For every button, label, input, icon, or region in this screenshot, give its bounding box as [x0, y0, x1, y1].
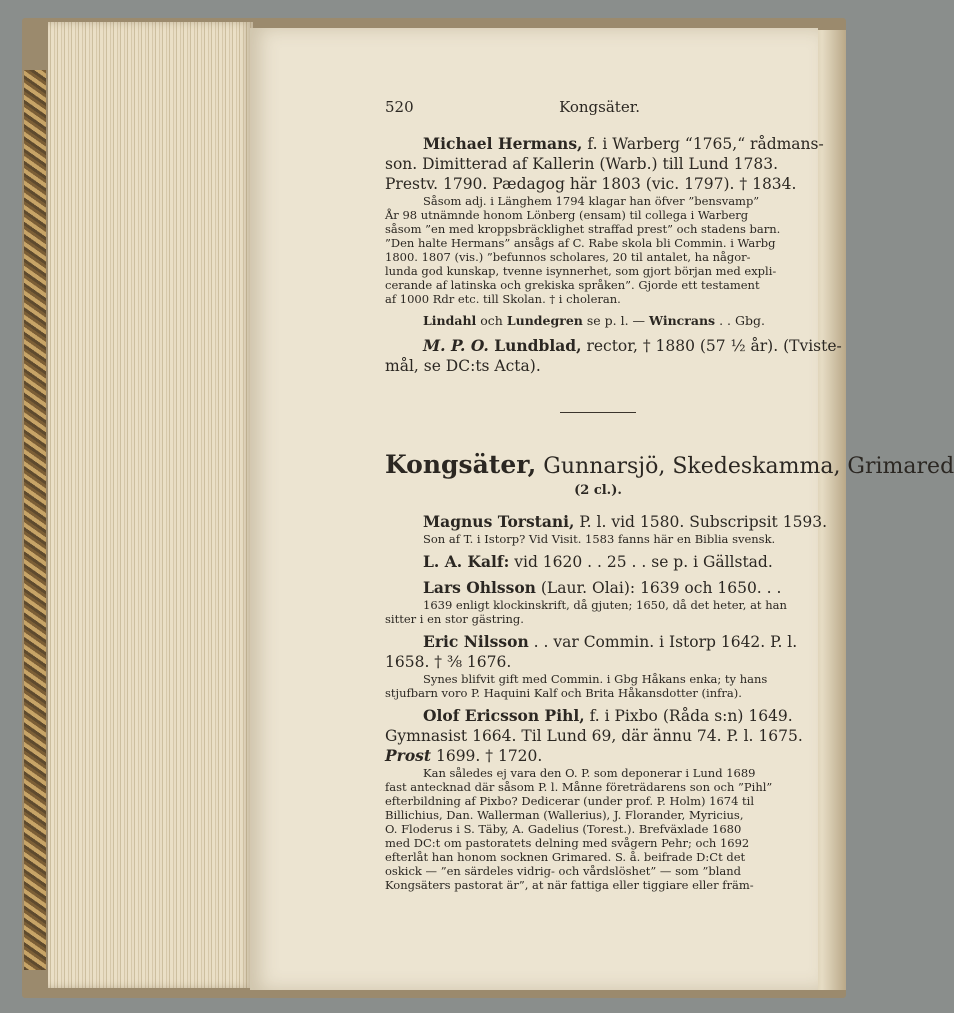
section-divider: [560, 412, 636, 413]
page-text: [385, 98, 954, 892]
parish-heading: Kongsäter, Gunnarsjö, Skedeskamma, Grimared (2 cl.).: [385, 450, 954, 498]
parish-title: Kongsäter,: [385, 450, 537, 479]
entry-kalf: L. A. Kalf: vid 1620 . . 25 . . se p. i Gällstad.: [423, 552, 773, 571]
entry-michael-hermans: Michael Hermans, f. i Warberg “1765,“ rådmans- son. Dimitterad af Kallerin (Warb.) till Lund 1783. Prestv. 1790. Pædagog här 1803 (vic. 1797). † 1834. Såsom adj. i Länghem 1794 klagar han öfver ”bensvamp” År 98 utnämnde honom Lönberg (ensam) til collega i Warberg såsom ”en med kroppsbräcklighet straffad prest” och stadens barn. ”Den halte Hermans” ansågs af C. Rabe skola bli Commin. i Warbg 1800. 1807 (vis.) ”befunnos scholares, 20 til antalet, ha någor- lunda god kunskap, tvenne isynnerhet, som gjort början med expli- cerande af latinska och grekiska språken”. Gjorde ett testament af 1000 Rdr etc. till Skolan. † i choleran.: [385, 134, 824, 306]
page-stack: [48, 22, 253, 988]
running-title: Kongsäter.: [559, 98, 640, 116]
entry-eric-nilsson: Eric Nilsson . . var Commin. i Istorp 1642. P. l. 1658. † ⅜ 1676. Synes blifvit gift med Commin. i Gbg Håkans enka; ty hans stjufbarn voro P. Haquini Kalf och Brita Håkansdotter (infra).: [385, 632, 798, 700]
entry-lindahl: Lindahl och Lundegren se p. l. — Wincrans . . Gbg.: [423, 313, 765, 328]
entry-note: Såsom adj. i Länghem 1794 klagar han öfver ”bensvamp” År 98 utnämnde honom Lönberg (ensam) til collega i Warberg såsom ”en med kroppsbräcklighet straffad prest” och stadens barn. ”Den halte Hermans” ansågs af C. Rabe skola bli Commin. i Warbg 1800. 1807 (vis.) ”befunnos scholares, 20 til antalet, ha någor- lunda god kunskap, tvenne isynnerhet, som gjort början med expli- cerande af latinska och grekiska språken”. Gjorde ett testament af 1000 Rdr etc. till Skolan. † i choleran.: [385, 194, 781, 306]
marbled-edge: [24, 70, 46, 970]
entry-olof-pihl: Olof Ericsson Pihl, f. i Pixbo (Råda s:n) 1649. Gymnasist 1664. Til Lund 69, där ännu 74. P. l. 1675. Prost 1699. † 1720. Kan således ej vara den O. P. som deponerar i Lund 1689 fast antecknad där såsom P. l. Månne företrädarens son och ”Pihl” efterbildning af Pixbo? Dedicerar (under prof. P. Holm) 1674 til Billichius, Dan. Wallerman (Wallerius), J. Florander, Myricius, O. Floderus i S. Täby, A. Gadelius (Torest.). Brefväxlade 1680 med DC:t om pastoratets delning med svågern Pehr; och 1692 efterlåt han honom socknen Grimared. S. å. beifrade D:Ct det oskick — ”en särdeles vidrig- och vårdslöshet” — som ”bland Kongsäters pastorat är”, at när fattiga eller tiggiare eller främ-: [385, 706, 803, 892]
entry-lars-ohlsson: Lars Ohlsson (Laur. Olai): 1639 och 1650. . . 1639 enligt klockinskrift, då gjuten; 1650, då det heter, at han sitter i en stor gästring.: [385, 578, 787, 626]
entry-name: Michael Hermans,: [423, 134, 583, 153]
page-number: 520: [385, 98, 414, 116]
running-header: [385, 98, 640, 116]
parish-subtitle: (2 cl.).: [574, 483, 622, 498]
entry-lundblad: M. P. O. Lundblad, rector, † 1880 (57 ½ år). (Tviste- mål, se DC:ts Acta).: [385, 336, 842, 375]
entry-magnus-torstani: Magnus Torstani, P. l. vid 1580. Subscripsit 1593. Son af T. i Istorp? Vid Visit. 1583 fanns här en Biblia svensk.: [423, 512, 828, 546]
